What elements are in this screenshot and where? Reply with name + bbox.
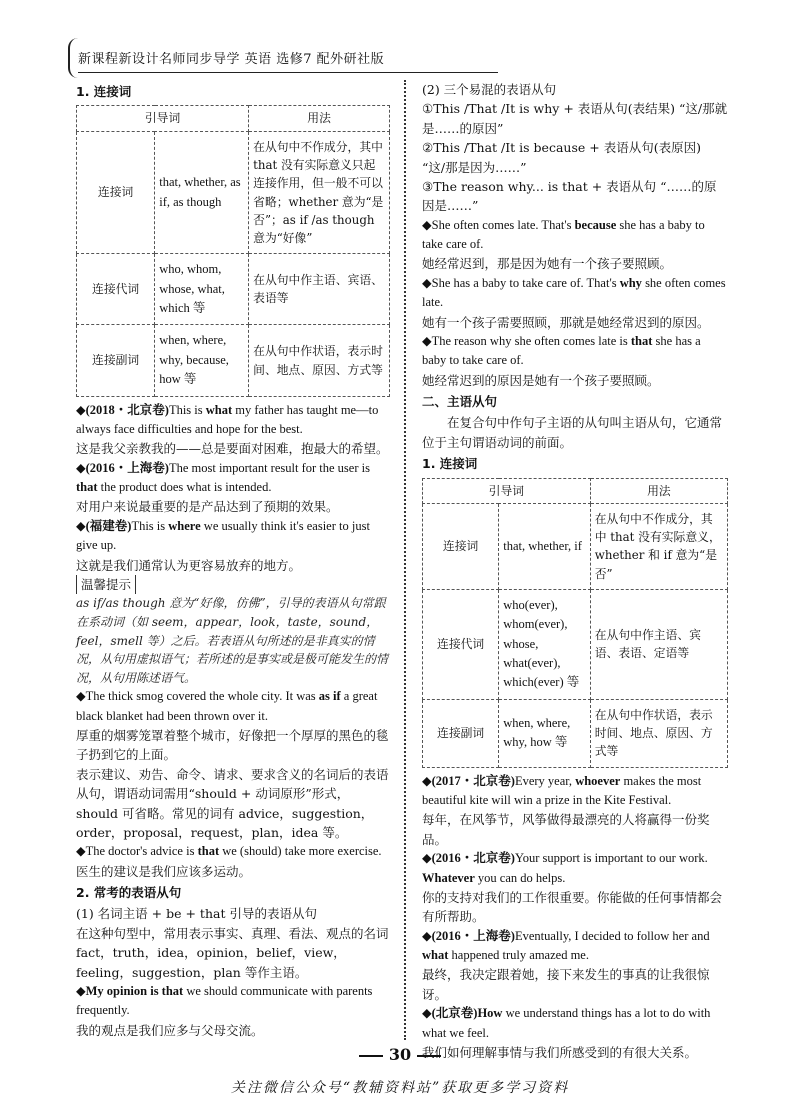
example-sentence: ◆ The reason why she often comes late is that she has a baby to take care of. [422,332,728,371]
table-cell: 连接词 [77,131,155,254]
table-row [77,131,390,254]
subject-clause-connector-table [422,478,728,768]
body-paragraph: 在复合句中作句子主语的从句叫主语从句，它通常位于主句谓语动词的前面。 [422,415,723,450]
table-header: 用法 [249,106,390,131]
section-heading: 1. 连接词 [76,84,132,99]
table-cell: 在从句中作状语，表示时间、地点、原因、方式等 [249,325,390,396]
table-cell: 连接代词 [423,589,499,699]
example-sentence: ◆ She often comes late. That's because she has a baby to take care of. [422,216,728,255]
example-sentence: ◆ The thick smog covered the whole city. It was as if a great black blanket had been thrown over it. [76,687,390,726]
table-cell: who, whom, whose, what, which 等 [155,254,249,325]
footer-note: 关注微信公众号“教辅资料站”获取更多学习资料 [230,1080,570,1096]
header-title: 新课程新设计名师同步导学 英语 选修7 配外研社版 [78,52,385,67]
table-cell: 连接副词 [423,699,499,767]
predicative-clause-connector-table [76,105,390,396]
section-heading: 1. 连接词 [422,456,478,472]
page-number: 30 [0,1043,800,1068]
subsection-heading: (1) 名词主语 + be + that 引导的表语从句 [76,906,317,922]
left-column [76,80,390,1040]
table-header: 引导词 [423,478,591,503]
tip-text: as if/as though 意为“好像，仿佛”，引导的表语从句常跟在系动词（如 seem，appear，look，taste，sound，feel，smell 等）之后。若表语从句所述的是非真实的情况，从句用虚拟语气；若所述的是事实或是极可能发生的情况，从句用陈述语气。 [76,596,389,685]
example-sentence: ◆ (2017・北京卷)Every year, whoever makes the most beautiful kite will win a prize in the Kite Festival. [422,772,728,811]
example-sentence: ◆ (2016・上海卷)Eventually, I decided to follow her and what happened truly amazed me. [422,927,728,966]
example-translation: 她经常迟到的原因是她有一个孩子要照顾。 [422,372,660,388]
table-cell: that, whether, as if, as though [155,131,249,254]
subsection-heading: (2) 三个易混的表语从句 [422,82,557,97]
table-row [423,589,728,699]
example-translation: 这是我父亲教我的——总是要面对困难，抱最大的希望。 [76,441,389,457]
table-cell: 连接副词 [77,325,155,396]
example-translation: 厚重的烟雾笼罩着整个城市，好像把一个厚厚的黑色的毯子扔到它的上面。 [76,728,389,763]
example-sentence: ◆ (2016・北京卷)Your support is important to our work. Whatever you can do helps. [422,849,728,888]
example-sentence: ◆ My opinion is that we should communicate with parents frequently. [76,982,390,1021]
table-cell: 在从句中作状语，表示时间、地点、原因、方式等 [590,699,727,767]
example-translation: 最终，我决定跟着她，接下来发生的事真的让我很惊讶。 [422,967,710,1002]
section-heading: 二、主语从句 [422,394,498,409]
table-row [423,699,728,767]
table-cell: 连接词 [423,503,499,589]
table-cell: 在从句中作主语、宾语、表语等 [249,254,390,325]
example-translation: 她有一个孩子需要照顾，那就是她经常迟到的原因。 [422,314,710,330]
table-row [423,503,728,589]
right-column [422,80,728,1062]
table-header: 用法 [590,478,727,503]
running-header [78,50,498,70]
example-sentence: ◆ (北京卷)How we understand things has a lot to do with what we feel. [422,1004,728,1043]
example-sentence: ◆ She has a baby to take care of. That's why she often comes late. [422,274,728,313]
tip-label: 温馨提示 [76,575,390,594]
column-divider [404,80,406,1040]
table-cell: who(ever), whom(ever), whose, what(ever), which(ever) 等 [499,589,591,699]
example-translation: 这就是我们通常认为更容易放弃的地方。 [76,557,302,573]
example-translation: 对用户来说最重要的是产品达到了预期的效果。 [76,499,339,515]
example-translation: 我们如何理解事情与我们所感受到的有很大关系。 [422,1044,698,1060]
list-item: ③The reason why... is that + 表语从句 “……的原因是……” [422,178,717,214]
body-paragraph: 表示建议、劝告、命令、请求、要求含义的名词后的表语从句，谓语动词需用“should + 动词原形”形式，should 可省略。常见的词有 advice，suggestion，order，proposal，request，plan，idea 等。 [76,766,389,840]
table-row [77,325,390,396]
example-translation: 医生的建议是我们应该多运动。 [76,863,252,879]
list-item: ①This /That /It is why + 表语从句(表结果) “这/那就是……的原因” [422,101,728,136]
example-translation: 每年，在风筝节，风筝做得最漂亮的人将赢得一份奖品。 [422,812,710,847]
table-cell: 连接代词 [77,254,155,325]
example-translation: 我的观点是我们应多与父母交流。 [76,1022,264,1038]
example-sentence: ◆ (福建卷)This is where we usually think it's easier to just give up. [76,517,390,556]
table-header: 引导词 [77,106,249,131]
example-sentence: ◆ (2016・上海卷)The most important result for the user is that the product does what is intended. [76,459,390,498]
example-translation: 你的支持对我们的工作很重要。你能做的任何事情都会有所帮助。 [422,889,723,925]
table-cell: 在从句中不作成分，其中 that 没有实际意义，whether 和 if 意为“是否” [590,503,727,589]
example-sentence: ◆ The doctor's advice is that we (should) take more exercise. [76,842,390,861]
table-cell: when, where, why, how 等 [499,699,591,767]
section-heading: 2. 常考的表语从句 [76,885,182,901]
example-translation: 她经常迟到，那是因为她有一个孩子要照顾。 [422,256,673,272]
example-sentence: ◆ (2018・北京卷)This is what my father has taught me—to always face difficulties and hope for the best. [76,401,390,440]
table-cell: 在从句中作主语、宾语、表语、定语等 [590,589,727,699]
table-row [77,254,390,325]
body-paragraph: 在这种句型中，常用表示事实、真理、看法、观点的名词 fact，truth，idea，opinion，belief，view，feeling，suggestion，plan 等作主语。 [76,925,389,980]
table-cell: 在从句中不作成分，其中 that 没有实际意义只起连接作用，但一般不可以省略；whether 意为“是否”；as if /as though 意为“好像” [249,131,390,254]
table-cell: when, where, why, because, how 等 [155,325,249,396]
table-cell: that, whether, if [499,503,591,589]
header-rule [78,72,498,73]
list-item: ②This /That /It is because + 表语从句(表原因) “这/那是因为……” [422,140,701,175]
